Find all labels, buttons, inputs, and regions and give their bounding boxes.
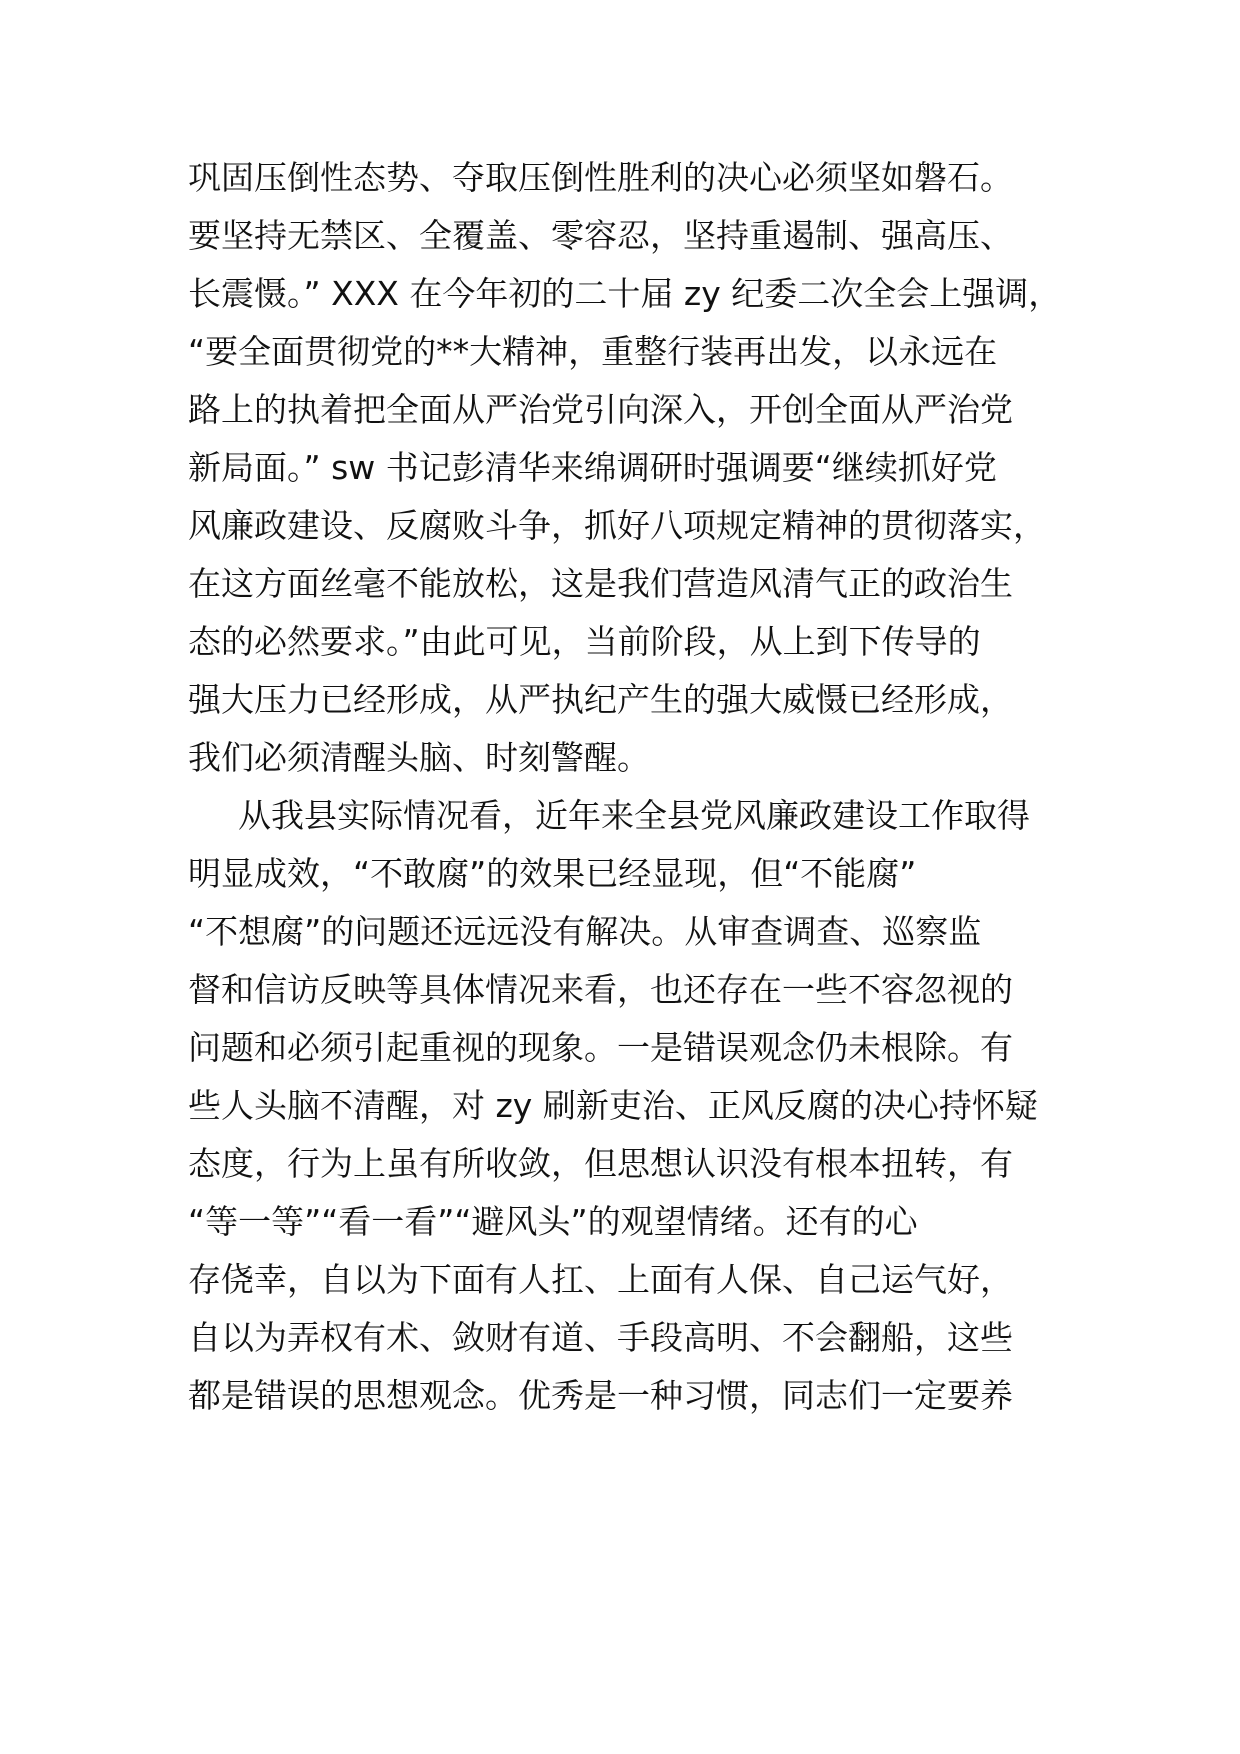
text-line: 长震慑。” XXX 在今年初的二十届 zy 纪委二次全会上强调，: [188, 274, 1062, 313]
text-line: “要全面贯彻党的**大精神，重整行装再出发，以永远在: [188, 332, 998, 371]
text-line: 督和信访反映等具体情况来看，也还存在一些不容忽视的: [188, 970, 1013, 1009]
paragraph-first-line: 从我县实际情况看，近年来全县党风廉政建设工作取得: [238, 796, 1030, 835]
text-line: 风廉政建设、反腐败斗争，抓好八项规定精神的贯彻落实，: [188, 506, 1046, 545]
text-line: 要坚持无禁区、全覆盖、零容忍，坚持重遏制、强高压、: [188, 216, 1013, 255]
text-line: “不想腐”的问题还远远没有解决。从审查调查、巡察监: [188, 912, 982, 951]
text-line: “等一等”“看一看”“避风头”的观望情绪。还有的心: [188, 1202, 918, 1241]
text-line: 强大压力已经形成，从严执纪产生的强大威慑已经形成，: [188, 680, 1013, 719]
text-line: 在这方面丝毫不能放松，这是我们营造风清气正的政治生: [188, 564, 1013, 603]
text-line: 存侥幸，自以为下面有人扛、上面有人保、自己运气好，: [188, 1260, 1013, 1299]
text-line: 态的必然要求。”由此可见，当前阶段，从上到下传导的: [188, 622, 981, 661]
text-line: 巩固压倒性态势、夺取压倒性胜利的决心必须坚如磐石。: [188, 158, 1013, 197]
text-line: 自以为弄权有术、敛财有道、手段高明、不会翻船，这些: [188, 1318, 1013, 1357]
text-line: 明显成效，“不敢腐”的效果已经显现，但“不能腐”: [188, 854, 917, 893]
text-line: 我们必须清醒头脑、时刻警醒。: [188, 738, 650, 777]
text-line: 都是错误的思想观念。优秀是一种习惯，同志们一定要养: [188, 1376, 1013, 1415]
text-line: 新局面。” sw 书记彭清华来绵调研时强调要“继续抓好党: [188, 448, 997, 487]
text-line: 问题和必须引起重视的现象。一是错误观念仍未根除。有: [188, 1028, 1013, 1067]
text-line: 态度，行为上虽有所收敛，但思想认识没有根本扭转，有: [188, 1144, 1013, 1183]
text-line: 路上的执着把全面从严治党引向深入，开创全面从严治党: [188, 390, 1013, 429]
text-line: 些人头脑不清醒，对 zy 刷新吏治、正风反腐的决心持怀疑: [188, 1086, 1038, 1125]
